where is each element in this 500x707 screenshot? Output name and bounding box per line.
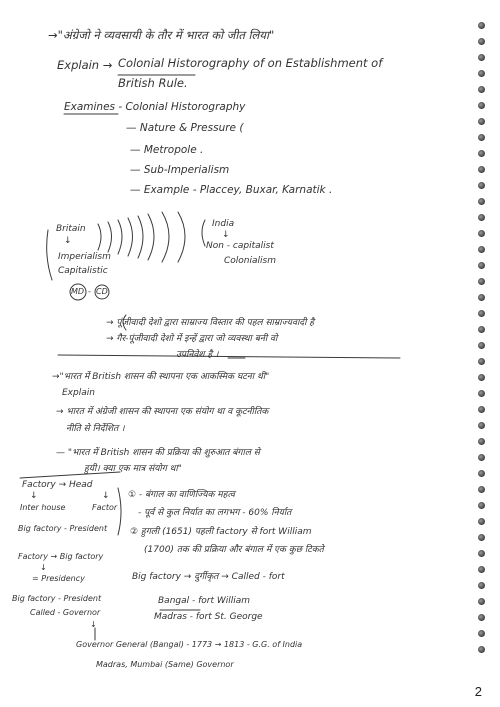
s3-line-1: →"भारत में British शासन की स्थापना एक आकस्मिक घटना थी": [52, 372, 270, 382]
binding-hole: [478, 198, 485, 205]
binding-hole: [478, 614, 485, 621]
bangal-fort: Bangal - fort William: [158, 596, 251, 606]
binding-hole: [478, 406, 485, 413]
binding-hole: [478, 134, 485, 141]
influence-arc: [118, 220, 122, 254]
called-governor: Called - Governor: [30, 608, 101, 617]
point-1a: - पूर्व से कुल निर्यात का लगभग - 60% निर्यात: [138, 508, 292, 518]
list-item: — Metropole .: [130, 144, 204, 156]
factor-label: Factor: [92, 503, 118, 512]
point-2: ② हुगली (1651) पहली factory से fort William: [130, 527, 312, 537]
binding-hole: [478, 422, 485, 429]
britain-label: Britain: [56, 224, 86, 234]
madras-mumbai: Madras, Mumbai (Same) Governor: [96, 660, 234, 669]
imperialism-label: Imperialism: [58, 252, 111, 262]
binding-hole: [478, 534, 485, 541]
big-factory-fort: Big factory → दुर्गीकृत → Called - fort: [132, 572, 285, 582]
arrow-down: ↓: [90, 620, 97, 629]
examines-line: Examines - Colonial Historography: [64, 101, 246, 113]
madras-fort: Madras - fort St. George: [154, 612, 263, 622]
binding-hole: [478, 70, 485, 77]
s3-explain: Explain: [62, 388, 95, 398]
page-number: 2: [474, 684, 482, 699]
binding-hole: [478, 358, 485, 365]
list-item: — Nature & Pressure (: [126, 122, 244, 134]
point-2a: (1700) तक की प्रक्रिया और बंगाल में एक कुछ टिकते: [144, 545, 324, 555]
binding-hole: [478, 566, 485, 573]
binding-hole: [478, 38, 485, 45]
binding-hole: [478, 262, 485, 269]
point-line-1: → पूंजीवादी देशो द्वारा साम्राज्य विस्तार की पहल साम्राज्यवादी है: [106, 318, 315, 328]
point-line-3: उपनिवेश है ।: [176, 350, 219, 360]
binding-hole: [478, 102, 485, 109]
s4-quote-1: — "भारत में British शासन की प्रक्रिया की शुरुआत बंगाल से: [56, 448, 260, 458]
circle-dash: -: [88, 287, 91, 296]
influence-arc: [108, 222, 112, 252]
binding-hole: [478, 86, 485, 93]
arrow-down: ↓: [102, 491, 110, 501]
arrow-down: ↓: [222, 230, 230, 240]
explain-text-1: Colonial Historography of on Establishment of: [118, 56, 383, 70]
binding-hole: [478, 518, 485, 525]
governor-general: Governor General (Bangal) - 1773 → 1813 - G.G. of India: [76, 640, 303, 649]
binding-hole: [478, 454, 485, 461]
binding-hole: [478, 118, 485, 125]
separator-line: [58, 355, 400, 358]
big-factory-president-2: Big factory - President: [12, 594, 102, 603]
factory-head: Factory → Head: [22, 480, 93, 490]
binding-hole: [478, 278, 485, 285]
binding-hole: [478, 390, 485, 397]
binding-hole: [478, 438, 485, 445]
binding-hole: [478, 326, 485, 333]
arrow-down: ↓: [64, 236, 72, 246]
big-factory-president: Big factory - President: [18, 524, 108, 533]
binding-hole: [478, 646, 485, 653]
arrow-down: ↓: [40, 563, 47, 572]
binding-hole: [478, 230, 485, 237]
influence-arc: [98, 224, 101, 250]
explain-text-2: British Rule.: [118, 76, 188, 90]
binding-hole: [478, 502, 485, 509]
binding-hole: [478, 246, 485, 253]
capitalistic-label: Capitalistic: [58, 266, 108, 276]
binding-hole: [478, 470, 485, 477]
bracket-mark: [202, 220, 205, 246]
binding-hole: [478, 342, 485, 349]
factory-big-factory: Factory → Big factory: [18, 552, 104, 561]
point-line-2: → गैर-पूंजीवादी देशो में इन्हें द्वारा जो व्यवस्था बनी वो: [106, 334, 278, 344]
circle-label-cd: CD: [96, 287, 108, 296]
influence-arc: [148, 214, 154, 260]
binding-hole: [478, 150, 485, 157]
list-item: — Example - Placcey, Buxar, Karnatik .: [130, 184, 333, 196]
india-label: India: [212, 219, 235, 229]
binding-hole: [478, 486, 485, 493]
influence-arc: [178, 212, 185, 262]
binding-hole: [478, 22, 485, 29]
point-1: ① - बंगाल का वाणिज्यिक महत्व: [128, 490, 235, 500]
non-capitalist-label: Non - capitalist: [206, 241, 274, 251]
bracket-mark: [47, 230, 52, 280]
influence-arc: [162, 212, 169, 262]
explain-label: Explain →: [57, 58, 113, 72]
binding-hole: [478, 374, 485, 381]
bracket-mark: [118, 488, 121, 535]
binding-hole: [478, 294, 485, 301]
spiral-binding: [476, 22, 490, 662]
binding-hole: [478, 166, 485, 173]
influence-arc: [138, 216, 143, 258]
presidency-label: = Presidency: [32, 574, 85, 583]
binding-hole: [478, 582, 485, 589]
inter-house: Inter house: [20, 503, 66, 512]
circle-label-md: MD: [71, 287, 85, 296]
influence-arc: [128, 218, 133, 256]
colonialism-label: Colonialism: [224, 256, 276, 266]
binding-hole: [478, 214, 485, 221]
s3-line-3: → भारत में अंग्रेजी शासन की स्थापना एक संयोग था व कूटनीतिक: [56, 407, 269, 417]
binding-hole: [478, 54, 485, 61]
binding-hole: [478, 598, 485, 605]
binding-hole: [478, 550, 485, 557]
list-item: — Sub-Imperialism: [130, 164, 230, 176]
binding-hole: [478, 630, 485, 637]
arrow-down: ↓: [30, 491, 38, 501]
s4-quote-2: हुयी। क्या एक मात्र संयोग था": [84, 464, 182, 474]
binding-hole: [478, 310, 485, 317]
binding-hole: [478, 182, 485, 189]
quote-line-1: →"अंग्रेजो ने व्यवसायी के तौर में भारत को जीत लिया": [48, 28, 275, 42]
s3-line-4: नीति से निर्देशित ।: [66, 424, 125, 434]
